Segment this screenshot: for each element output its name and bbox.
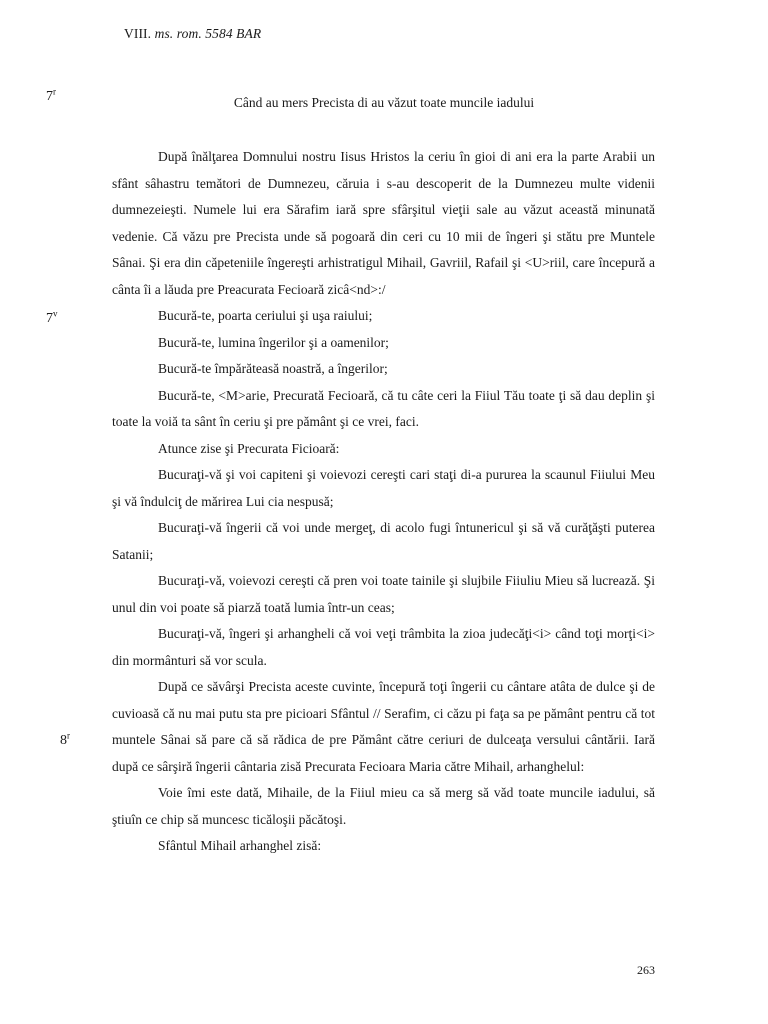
folio-number: 7 xyxy=(46,89,53,104)
paragraph: Bucură-te, poarta ceriului şi uşa raiului; xyxy=(158,308,373,323)
paragraph: Voie îmi este dată, Mihaile, de la Fiiul mieu ca să merg să văd toate muncile iadului, să ştiuîn ce chip să muncesc ticăloşii păcătoşi. xyxy=(112,785,655,827)
running-header xyxy=(124,26,261,42)
folio-marker-8r xyxy=(60,730,70,749)
paragraph: Sfântul Mihail arhanghel zisă: xyxy=(158,838,322,853)
folio-side: r xyxy=(53,86,56,97)
body-text xyxy=(112,144,655,860)
paragraph: Bucură-te, lumina îngerilor şi a oamenilor; xyxy=(158,334,389,350)
paragraph: După ce săvârşi Precista aceste cuvinte, începură toţi îngerii cu cântare atâta de dulce şi de cuvioasă că nu mai putu sta pre picioari Sfântul // Serafim, ci căzu pi faţa sa pe pământ pentru că tot muntele Sânai să pare că să rădica de pre Pământ către ceriuri de dulceaţa versului cântării. Iară după ce sârşiră îngerii cântaria zisă Precurata Fecioara Maria către Mihail, arhanghelul: xyxy=(112,679,655,774)
header-manuscript: ms. rom. 5584 BAR xyxy=(154,26,262,41)
paragraph: Bucuraţi-vă, îngeri şi arhangheli că voi veţi trâmbita la zioa judecăţi<i> când toţi morţi<i> din mormânturi să vor scula. xyxy=(112,626,655,668)
page-number: 263 xyxy=(637,963,655,977)
paragraph: Bucură-te, <M>arie, Precurată Fecioară, că tu câte ceri la Fiiul Tău toate ţi să dau deplin şi toate la voiă ta sânt în ceriu şi pre pământ şi ce vrei, faci. xyxy=(112,387,655,429)
section-title: Când au mers Precista di au văzut toate muncile iadului xyxy=(233,95,535,110)
paragraph: Bucuraţi-vă îngerii că voi unde mergeţ, di acolo fugi întunericul şi să vă curăţăşti puterea Satanii; xyxy=(112,520,655,562)
folio-side: r xyxy=(67,730,70,741)
paragraph: Bucuraţi-vă şi voi capiteni şi voievozi cereşti cari staţi di-a pururea la scaunul Fiiului Meu şi vă îndulciţ de mărirea Lui cia nespusă; xyxy=(112,467,655,509)
paragraph: Bucură-te împărăteasă noastră, a îngerilor; xyxy=(158,361,388,376)
folio-marker-7v xyxy=(46,308,58,327)
folio-number: 8 xyxy=(60,733,67,748)
folio-number: 7 xyxy=(46,311,53,326)
paragraph: După înălţarea Domnului nostru Iisus Hristos la ceriu în gioi di ani era la parte Arabii un sfânt sâhastru temători de Dumnezeu, căruia i s-au descoperit de la Dumnezeu multe videnii dumnezeieşti. Numele lui era Sărafim iară spre sfârşitul vieţii sale au văzut această minunată vedenie. Că văzu pre Precista unde să pogoară din ceri cu 10 mii de îngeri şi stătu pre Muntele Sânai. Şi era din căpeteniile îngereşti arhistratigul Mihail, Gavriil, Rafail şi <U>riil, care începură a cânta îi a lăuda pre Preacurata Fecioară zicâ<nd>:/ xyxy=(112,149,655,297)
paragraph: Bucuraţi-vă, voievozi cereşti că pren voi toate tainile şi slujbile Fiiuliu Mieu să lucrează. Şi unul din voi poate să piarză toată lumia într-un ceas; xyxy=(112,573,655,615)
header-roman: VIII. xyxy=(124,26,152,41)
folio-side: v xyxy=(53,308,58,319)
paragraph: Atunce zise şi Precurata Ficioară: xyxy=(158,440,340,456)
